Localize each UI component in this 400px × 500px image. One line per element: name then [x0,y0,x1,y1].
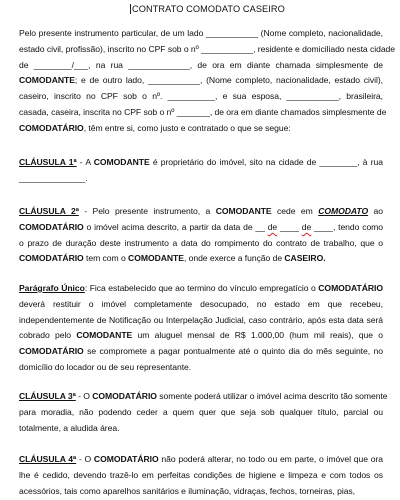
bold-text: COMODATÁRIO [19,221,84,232]
text-run: não poderá alterar, no todo ou em parte, o imóvel que ora [158,454,383,464]
bold-text: COMODATÁRIO [19,253,84,264]
heading-label: CLÁUSULA 4ª [19,454,77,464]
text-line [19,344,383,360]
text-run: ao [368,206,383,216]
text-line [19,121,383,137]
text-line [19,468,383,484]
text-run: , têm entre si, como justo e contratado o que se segue: [83,122,291,133]
text-line [19,452,383,468]
clausula-1-paragraph [19,155,383,187]
bold-text: COMODATÁRIO [318,283,383,293]
bold-text: COMODANTE [215,206,272,216]
text-run: o prazo de duração deste instrumento a data do rompimento do contrato de trabalho, que o [19,237,383,248]
bold-text: COMODANTE [19,75,75,86]
text-run: - O [75,391,93,401]
text-line [19,389,388,405]
text-line [19,105,387,121]
text-run: é proprietário do imóvel, sito na cidade de ________, à rua [149,157,384,167]
text-run: ____, tendo como [311,221,384,232]
text-line [19,297,383,313]
text-run: deverá restituir o imóvel completamente desocupado, no estado em que recebeu, [19,298,383,309]
bold-text: COMODANTE [76,330,133,341]
spellcheck-word: de [301,221,312,232]
emphasis-text: COMODATO [318,206,369,216]
bold-text: COMODATÁRIO [19,346,84,357]
text-run: ____ [277,221,302,232]
text-line [19,484,383,500]
text-run: um aluguel mensal de R$ 1.000,00 (hum mil reais), que o [132,330,383,341]
heading-label: Parágrafo Único [19,283,85,293]
bold-text: COMODANTE [93,157,150,167]
text-run: acessórios, tais como aparelhos sanitários e iluminação, vidraças, fechos, torneiras, pias, [19,485,356,496]
text-run: cede em [271,206,319,216]
clausula-3-paragraph [19,389,388,436]
text-run: cobrado pelo [19,330,77,341]
text-line [19,204,383,220]
text-run: estado civil, profissão), inscrito no CPF sob o nº ___________, residente e domiciliado nesta cidade [19,43,396,54]
text-run: ______________. [19,172,88,183]
text-run: o imóvel acima descrito, a partir da data de __ [83,221,268,232]
text-run: ; e de outro lado, ___________, (Nome completo, nacionalidade, estado civil), [74,75,383,86]
bold-text: CASEIRO. [284,253,326,264]
text-run: casada, caseira, inscrita no CPF sob o nº _______, de ora em diante chamados simplesmente de [19,106,387,117]
text-run: se compromete a pagar pontualmente até o quinto dia do mês seguinte, no [83,346,383,357]
document-title [130,3,285,15]
heading-label: CLÁUSULA 1ª [19,157,77,167]
text-run: - O [76,454,94,464]
text-line [19,58,383,74]
text-run: domicílio do locador ou de seu representante. [19,361,192,372]
clausula-4-paragraph [19,452,383,499]
text-run: , onde exerce a função de [183,253,285,264]
text-line [19,328,383,344]
text-run: Pelo presente instrumento particular, de um lado ___________ (Nome completo, nacionalidade, [19,28,383,38]
text-line [19,171,383,187]
text-line [19,42,396,58]
paragrafo-unico-paragraph [19,281,383,376]
text-line [19,251,383,267]
text-run: - Pelo presente instrumento, a [78,206,216,216]
text-run: de ________/___, na rua _____________, de ora em diante chamada simplesmente de [19,59,383,70]
text-run: somente poderá utilizar o imóvel acima descrito tão somente [156,391,388,401]
text-line [19,360,383,376]
text-run: tem com o [83,253,129,264]
text-run: para moradia, não podendo ceder a quem quer que seja sob qualquer título, parcial ou [19,406,383,417]
text-line [19,73,383,89]
bold-text: COMODANTE [128,253,184,264]
text-run: lhe é cedido, devendo trazê-lo em perfeitas condições de higiene e limpeza e com todos os [19,469,383,480]
text-line [19,89,383,105]
document-title-text: CONTRATO COMODATO CASEIRO [132,4,285,14]
text-line [19,421,383,437]
text-line [19,26,383,42]
text-run: caseiro, inscrito no CPF sob o nº. __________, e sua esposa, ___________, brasileira, [19,91,383,102]
text-line [19,313,383,329]
text-line [19,155,383,171]
spellcheck-word: de [267,221,278,232]
text-run: independentemente de Notificação ou Interpelação Judicial, caso contrário, após esta data será [19,314,383,325]
text-run: : Fica estabelecido que ao termino do vínculo empregatício o [84,283,319,293]
text-run: - A [76,157,94,167]
text-line [19,236,383,252]
heading-label: CLÁUSULA 2ª [19,206,79,216]
heading-label: CLÁUSULA 3ª [19,391,76,401]
clausula-2-paragraph [19,204,383,267]
text-run: totalmente, a aludida área. [19,422,120,433]
text-line [19,405,383,421]
intro-paragraph [19,26,396,137]
text-line [19,281,383,297]
bold-text: COMODATÁRIO [93,454,159,464]
text-line [19,220,383,236]
bold-text: COMODATÁRIO [19,122,84,133]
bold-text: COMODATÁRIO [92,391,157,401]
